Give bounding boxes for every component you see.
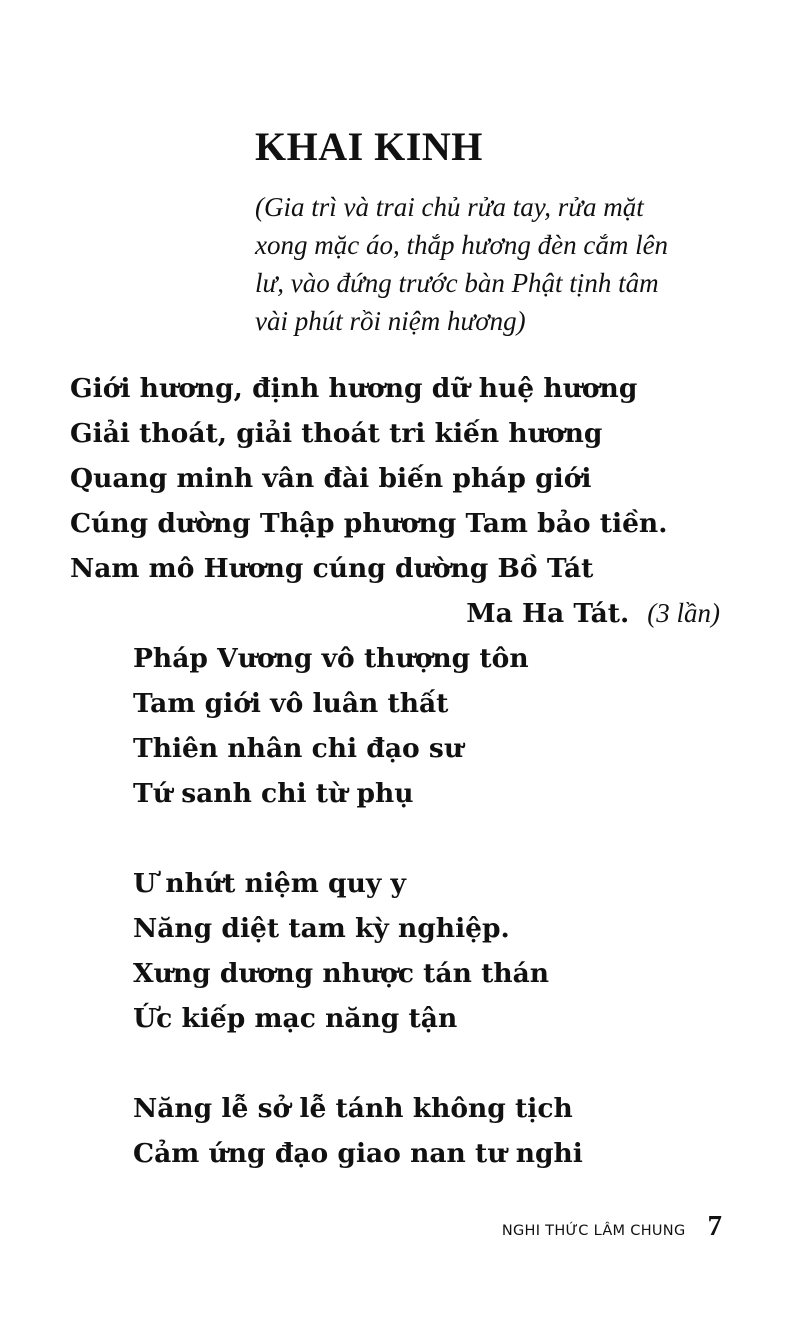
verse-line: Ư nhứt niệm quy y xyxy=(133,868,406,899)
verse-ending-line xyxy=(466,591,720,636)
page-footer xyxy=(502,1210,722,1243)
verse-line: Năng diệt tam kỳ nghiệp. xyxy=(133,913,510,944)
repeat-note: (3 lần) xyxy=(647,598,720,628)
verse-line: Pháp Vương vô thượng tôn xyxy=(133,643,529,674)
instruction-note xyxy=(255,188,755,340)
verse-ending-text: Ma Ha Tát. xyxy=(466,598,630,629)
verse-line: Tam giới vô luân thất xyxy=(133,688,449,719)
verse-line: Quang minh vân đài biến pháp giới xyxy=(70,463,592,494)
page-number: 7 xyxy=(707,1210,722,1242)
stanza-3 xyxy=(133,1086,583,1176)
verse-line: Xưng dương nhược tán thán xyxy=(133,958,550,989)
instruction-line: xong mặc áo, thắp hương đèn cắm lên xyxy=(255,230,669,260)
verse-line: Nam mô Hương cúng dường Bồ Tát xyxy=(70,553,594,584)
verse-line: Thiên nhân chi đạo sư xyxy=(133,733,464,764)
running-head: NGHI THỨC LÂM CHUNG xyxy=(501,1223,686,1239)
section-title: KHAI KINH xyxy=(255,124,483,169)
instruction-line: lư, vào đứng trước bàn Phật tịnh tâm xyxy=(255,268,659,298)
verse-line: Ức kiếp mạc năng tận xyxy=(133,1003,458,1034)
verse-line: Cúng dường Thập phương Tam bảo tiền. xyxy=(70,508,668,539)
stanza-1 xyxy=(133,636,529,816)
verse-line: Tứ sanh chi từ phụ xyxy=(133,778,414,809)
instruction-line: vài phút rồi niệm hương) xyxy=(255,306,526,336)
instruction-line: (Gia trì và trai chủ rửa tay, rửa mặt xyxy=(255,192,644,222)
stanza-2 xyxy=(133,861,549,1041)
verse-line: Giới hương, định hương dữ huệ hương xyxy=(70,373,638,404)
verse-line: Cảm ứng đạo giao nan tư nghi xyxy=(133,1138,583,1169)
verse-line: Giải thoát, giải thoát tri kiến hương xyxy=(70,418,603,449)
verse-line: Năng lễ sở lễ tánh không tịch xyxy=(133,1093,573,1124)
incense-verse xyxy=(70,366,667,591)
